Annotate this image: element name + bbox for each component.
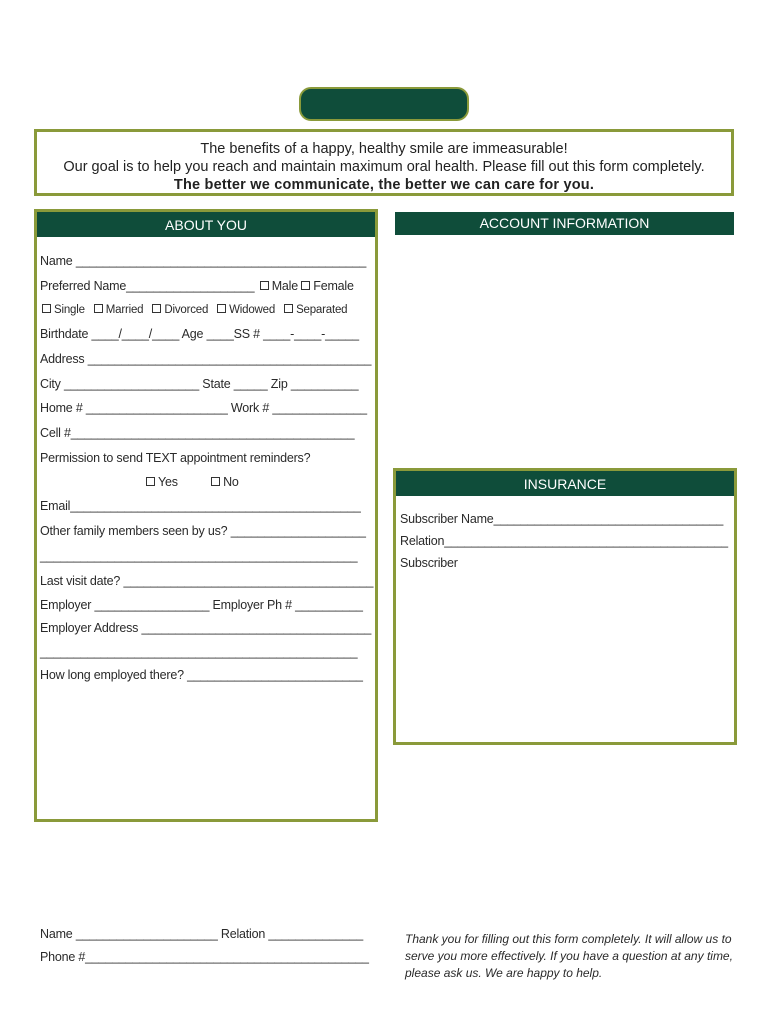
emergency-name-relation-field[interactable]: Name _____________________ Relation ______________ bbox=[40, 927, 363, 941]
separated-label: Separated bbox=[296, 304, 348, 316]
insurance-title: INSURANCE bbox=[396, 471, 734, 496]
employer-field[interactable]: Employer _________________ Employer Ph # __________ bbox=[40, 598, 363, 612]
last-visit-field[interactable]: Last visit date? _____________________________________ bbox=[40, 574, 374, 588]
marital-status-row bbox=[42, 304, 347, 316]
emergency-phone-field[interactable]: Phone #__________________________________________ bbox=[40, 950, 369, 964]
male-checkbox[interactable] bbox=[260, 281, 269, 290]
intro-line-3: The better we communicate, the better we can care for you. bbox=[173, 177, 595, 193]
no-checkbox[interactable] bbox=[211, 477, 220, 486]
name-field[interactable]: Name ___________________________________________ bbox=[40, 254, 367, 268]
header-pill bbox=[299, 87, 469, 121]
thank-you-note: Thank you for filling out this form completely. It will allow us to serve you more effectively. If you have a question at any time, please ask us. We are happy to help. bbox=[405, 932, 733, 980]
account-information-title: ACCOUNT INFORMATION bbox=[395, 212, 734, 235]
preferred-name-row bbox=[40, 279, 354, 293]
single-label: Single bbox=[54, 304, 85, 316]
yes-checkbox[interactable] bbox=[146, 477, 155, 486]
subscriber-name-field[interactable]: Subscriber Name__________________________________ bbox=[400, 512, 724, 526]
male-label: Male bbox=[271, 279, 298, 293]
widowed-checkbox[interactable] bbox=[217, 304, 226, 313]
intro-line-2: Our goal is to help you reach and maintain maximum oral health. Please fill out this form completely. bbox=[63, 159, 705, 175]
address-field[interactable]: Address __________________________________________ bbox=[40, 352, 372, 366]
employment-length-field[interactable]: How long employed there? __________________________ bbox=[40, 668, 363, 682]
married-checkbox[interactable] bbox=[94, 304, 103, 313]
other-family-field[interactable]: Other family members seen by us? ____________________ bbox=[40, 524, 366, 538]
employer-address-continued-field[interactable]: _______________________________________________ bbox=[40, 645, 358, 659]
female-checkbox[interactable] bbox=[301, 281, 310, 290]
female-label: Female bbox=[313, 279, 354, 293]
separated-checkbox[interactable] bbox=[284, 304, 293, 313]
intro-line-1: The benefits of a happy, healthy smile are immeasurable! bbox=[200, 141, 568, 157]
yes-label: Yes bbox=[158, 475, 178, 489]
relation-field[interactable]: Relation__________________________________________ bbox=[400, 534, 728, 548]
about-you-panel bbox=[34, 209, 378, 822]
email-field[interactable]: Email___________________________________________ bbox=[40, 499, 361, 513]
text-permission-label: Permission to send TEXT appointment reminders? bbox=[40, 451, 311, 465]
other-family-continued-field[interactable]: _______________________________________________ bbox=[40, 549, 358, 563]
widowed-label: Widowed bbox=[229, 304, 276, 316]
city-state-zip-field[interactable]: City ____________________ State _____ Zip __________ bbox=[40, 377, 359, 391]
preferred-name-field[interactable]: Preferred Name___________________ bbox=[40, 279, 255, 293]
about-you-title: ABOUT YOU bbox=[37, 212, 375, 237]
employer-address-field[interactable]: Employer Address __________________________________ bbox=[40, 621, 372, 635]
no-label: No bbox=[223, 475, 239, 489]
text-permission-options bbox=[146, 475, 239, 489]
cell-field[interactable]: Cell #__________________________________________ bbox=[40, 426, 355, 440]
subscriber-label: Subscriber bbox=[400, 556, 458, 570]
birthdate-field[interactable]: Birthdate ____/____/____ Age ____SS # ____-____-_____ bbox=[40, 327, 359, 341]
insurance-panel bbox=[393, 468, 737, 745]
intro-box bbox=[34, 129, 734, 196]
married-label: Married bbox=[105, 304, 144, 316]
divorced-checkbox[interactable] bbox=[152, 304, 161, 313]
divorced-label: Divorced bbox=[164, 304, 209, 316]
home-work-phone-field[interactable]: Home # _____________________ Work # ______________ bbox=[40, 401, 367, 415]
single-checkbox[interactable] bbox=[42, 304, 51, 313]
